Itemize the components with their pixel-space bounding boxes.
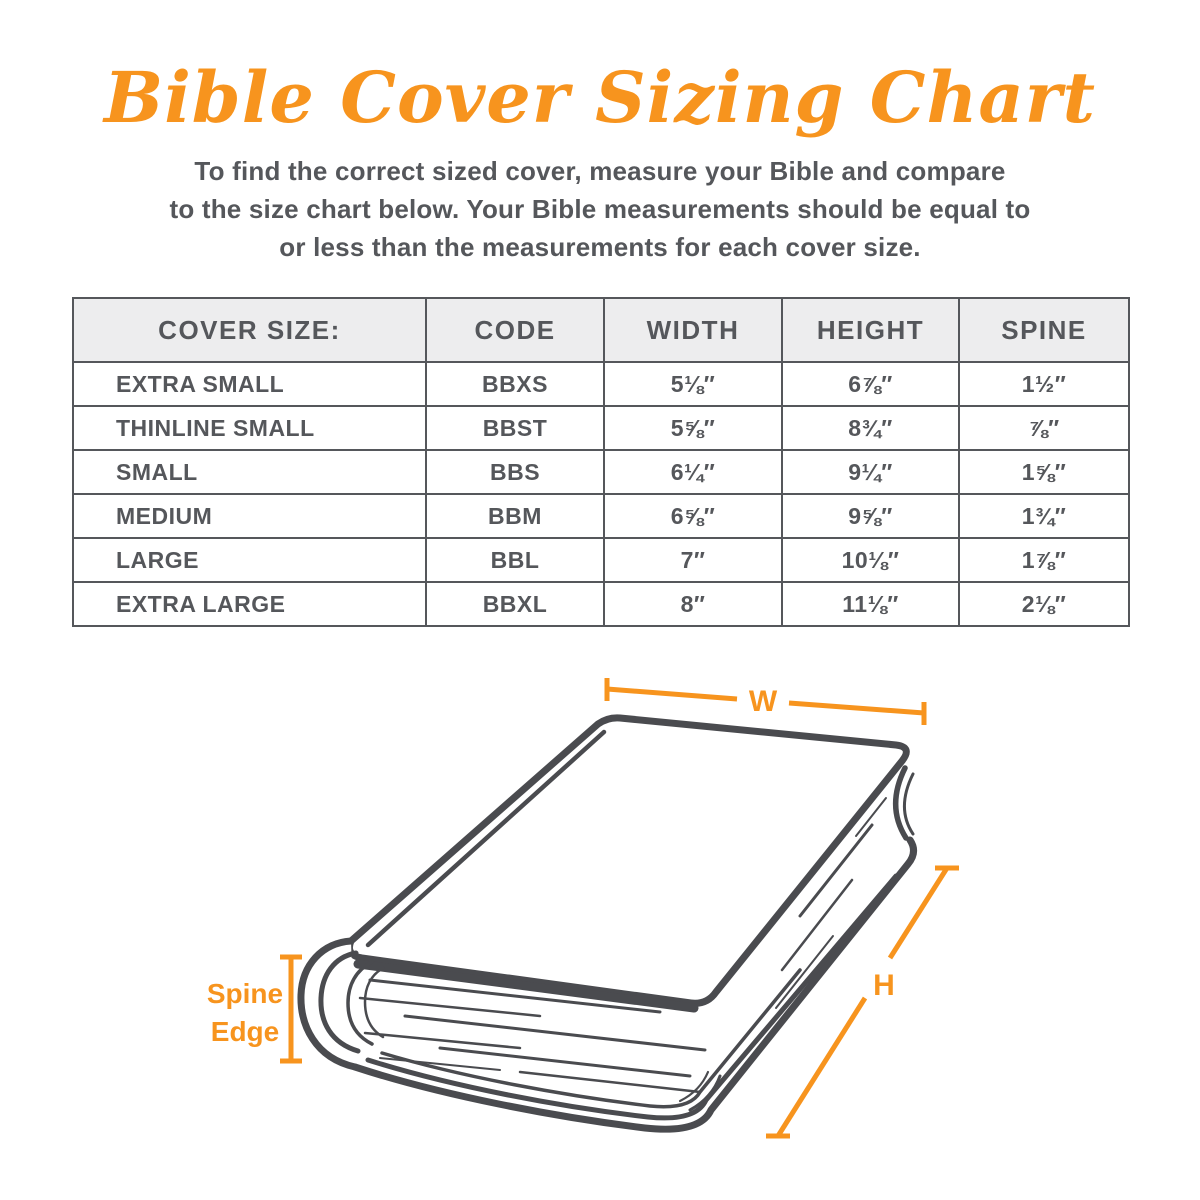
col-header-cover-size: COVER SIZE: (73, 298, 426, 362)
cell-width: 6⅝″ (604, 494, 782, 538)
cell-spine: 2⅛″ (959, 582, 1129, 626)
cell-size-name: LARGE (73, 538, 426, 582)
cell-code: BBS (426, 450, 604, 494)
cell-width: 5⅝″ (604, 406, 782, 450)
cell-size-name: THINLINE SMALL (73, 406, 426, 450)
table-row (73, 362, 1129, 406)
book-spine-pages-curve-2 (365, 968, 383, 1037)
table-row (73, 494, 1129, 538)
table-row (73, 538, 1129, 582)
col-header-height: HEIGHT (782, 298, 959, 362)
cell-size-name: MEDIUM (73, 494, 426, 538)
cell-height: 10⅛″ (782, 538, 959, 582)
col-header-width: WIDTH (604, 298, 782, 362)
cell-spine: ⅞″ (959, 406, 1129, 450)
cell-height: 11⅛″ (782, 582, 959, 626)
book-measurement-diagram (0, 640, 1200, 1200)
cell-spine: 1¾″ (959, 494, 1129, 538)
cell-code: BBL (426, 538, 604, 582)
table-row (73, 450, 1129, 494)
intro-line-1: To find the correct sized cover, measure your Bible and compare (194, 156, 1006, 186)
cell-width: 5⅛″ (604, 362, 782, 406)
col-header-spine: SPINE (959, 298, 1129, 362)
table-row (73, 582, 1129, 626)
height-label: H (873, 969, 895, 1002)
spine-edge-label-line2: Edge (210, 1016, 280, 1047)
cell-height: 9¼″ (782, 450, 959, 494)
intro-line-2: to the size chart below. Your Bible measurements should be equal to (169, 194, 1031, 224)
spine-edge-label-line1: Spine (206, 978, 284, 1009)
col-header-code: CODE (426, 298, 604, 362)
sizing-table (72, 297, 1130, 627)
cell-code: BBST (426, 406, 604, 450)
cell-spine: 1⅝″ (959, 450, 1129, 494)
cell-spine: 1⅞″ (959, 538, 1129, 582)
cell-size-name: EXTRA LARGE (73, 582, 426, 626)
cell-size-name: SMALL (73, 450, 426, 494)
cell-code: BBM (426, 494, 604, 538)
cell-width: 7″ (604, 538, 782, 582)
page-title: Bible Cover Sizing Chart (104, 56, 1096, 139)
cell-code: BBXS (426, 362, 604, 406)
intro-text (0, 152, 1200, 266)
cell-width: 8″ (604, 582, 782, 626)
cell-size-name: EXTRA SMALL (73, 362, 426, 406)
table-row (73, 406, 1129, 450)
cell-width: 6¼″ (604, 450, 782, 494)
cell-height: 6⅞″ (782, 362, 959, 406)
cell-height: 8¾″ (782, 406, 959, 450)
intro-line-3: or less than the measurements for each cover size. (279, 232, 921, 262)
width-label: W (748, 685, 778, 718)
cell-spine: 1½″ (959, 362, 1129, 406)
table-header-row (73, 298, 1129, 362)
cell-code: BBXL (426, 582, 604, 626)
book-head-edge-curve-2 (904, 774, 913, 834)
cell-height: 9⅝″ (782, 494, 959, 538)
